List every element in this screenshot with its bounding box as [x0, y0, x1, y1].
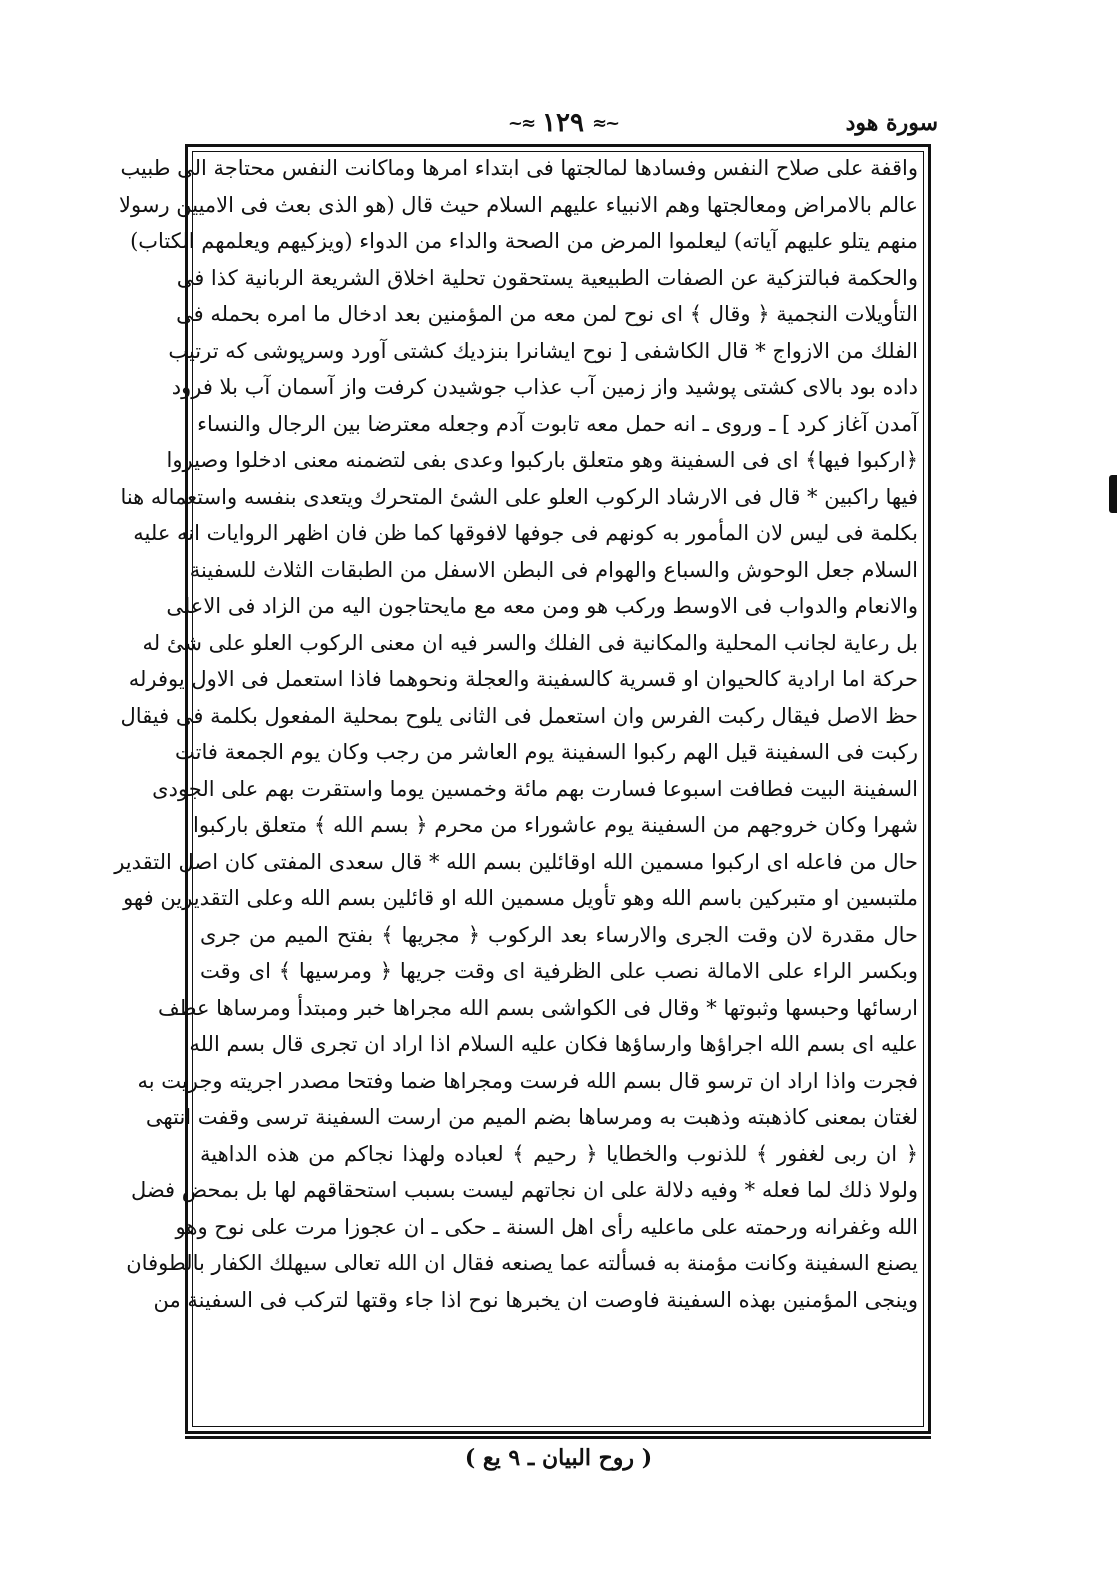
text-line: ﴿ ان ربى لغفور ﴾ للذنوب والخطايا ﴿ رحيم ﴾ لعباده ولهذا نجاكم من هذه الداهية [200, 1141, 918, 1166]
footer-signature: ( روح البيان ـ ٩ يع ) [464, 1445, 653, 1471]
ornament-right-icon: ≈~ [591, 112, 619, 134]
text-line: حال من فاعله اى اركبوا مسمين الله اوقائلين بسم الله * قال سعدى المفتى كان اصل التقدير [114, 849, 918, 874]
page-header [188, 108, 938, 142]
text-line: ركبت فى السفينة قيل الهم ركبوا السفينة يوم العاشر من رجب وكان يوم الجمعة فاتت [175, 740, 918, 764]
text-line: آمدن آغاز كرد ] ـ وروى ـ انه حمل معه تابوت آدم وجعله معترضا بين الرجال والنساء [197, 411, 918, 436]
text-line: السفينة البيت فطافت اسبوعا فسارت بهم مائة وخمسين يوما واستقرت بهم على الجودى [152, 776, 918, 801]
page-number-group [508, 108, 618, 138]
text-line: والحكمة فبالتزكية عن الصفات الطبيعية يستحقون تحلية اخلاق الشريعة الربانية كذا فى [176, 265, 918, 290]
text-line: بل رعاية لجانب المحلية والمكانية فى الفلك والسر فيه ان معنى الركوب العلو على شئ له [142, 630, 918, 655]
text-line: فجرت واذا اراد ان ترسو قال بسم الله فرست ومجراها ضما وفتحا مصدر اجريته وجريت به [137, 1068, 918, 1093]
text-line: الله وغفرانه ورحمته على ماعليه رأى اهل السنة ـ حكى ـ ان عجوزا مرت على نوح وهو [175, 1214, 918, 1239]
body-text [114, 150, 918, 1430]
text-line: عليه اى بسم الله اجراؤها وارساؤها فكان عليه السلام اذا اراد ان تجرى قال بسم الله [189, 1032, 918, 1056]
text-line: فيها راكبين * قال فى الارشاد الركوب العلو على الشئ المتحرك ويتعدى بنفسه واستعماله هنا [120, 484, 918, 509]
surah-title: سورة هود [845, 110, 938, 136]
text-line: يصنع السفينة وكانت مؤمنة به فسألته عما يصنعه فقال ان الله تعالى سيهلك الكفار بالطوفان [126, 1251, 918, 1275]
text-line: ﴿اركبوا فيها﴾ اى فى السفينة وهو متعلق باركبوا وعدى بفى لتضمنه معنى ادخلوا وصيروا [166, 448, 918, 472]
text-line: حركة اما ارادية كالحيوان او قسرية كالسفينة والعجلة ونحوهما فاذا استعمل فى الاول يوفرله [128, 667, 918, 691]
text-line: عالم بالامراض ومعالجتها وهم الانبياء عليهم السلام حيث قال (هو الذى بعث فى الاميين رسولا [119, 192, 918, 217]
text-line: التأويلات النجمية ﴿ وقال ﴾ اى نوح لمن معه من المؤمنين بعد ادخال ما امره بحمله فى [176, 302, 918, 326]
text-line: واقفة على صلاح النفس وفسادها لمالجتها فى ابتداء امرها وماكانت النفس محتاجة الى طبيب [120, 156, 918, 180]
text-line: والانعام والدواب فى الاوسط وركب هو ومن معه مع مايحتاجون اليه من الزاد فى الاعلى [166, 594, 918, 618]
text-line: لغتان بمعنى كاذهبته وذهبت به ومرساها بضم الميم من ارست السفينة ترسى وقفت انتهى [145, 1105, 918, 1129]
text-line: وينجى المؤمنين بهذه السفينة فاوصت ان يخبرها نوح اذا جاء وقتها لتركب فى السفينة من [153, 1287, 918, 1312]
text-line: السلام جعل الوحوش والسباع والهوام فى البطن الاسفل من الطبقات الثلاث للسفينة [189, 557, 918, 582]
text-line: ارسائها وحبسها وثبوتها * وقال فى الكواشى بسم الله مجراها خبر ومبتدأ ومرساها عطف [158, 995, 918, 1020]
text-line: حظ الاصل فيقال ركبت الفرس وان استعمل فى الثانى يلوح بمحلية المفعول بكلمة فى فيقال [120, 703, 918, 728]
text-line: ملتبسين او متبركين باسم الله وهو تأويل مسمين الله او قائلين بسم الله وعلى التقديرين فهو [123, 886, 918, 910]
text-line: ولولا ذلك لما فعله * وفيه دلالة على ان نجاتهم ليست بسبب استحقاقهم لها بل بمحض فضل [130, 1178, 918, 1202]
text-line: حال مقدرة لان وقت الجرى والارساء بعد الركوب ﴿ مجريها ﴾ بفتح الميم من جرى [200, 922, 918, 947]
text-line: وبكسر الراء على الامالة نصب على الظرفية اى وقت جريها ﴿ ومرسيها ﴾ اى وقت [200, 959, 918, 983]
text-line: بكلمة فى ليس لان المأمور به كونهم فى جوفها لافوقها كما ظن فان اظهر الروايات انه عليه [133, 521, 918, 545]
text-line: داده بود بالاى كشتى پوشيد واز زمين آب عذاب جوشيدن كرفت واز آسمان آب بلا فرود [171, 375, 918, 399]
text-line: شهرا وكان خروجهم من السفينة يوم عاشوراء من محرم ﴿ بسم الله ﴾ متعلق باركبوا [193, 813, 918, 837]
ornament-left-icon: ~≈ [507, 112, 535, 134]
bottom-rule [185, 1436, 931, 1439]
thumb-index-mark [1109, 475, 1117, 513]
text-line: منهم يتلو عليهم آياته) ليعلموا المرض من الصحة والداء من الدواء (ويزكيهم ويعلمهم الكتاب) [130, 229, 918, 253]
text-line: الفلك من الازواج * قال الكاشفى [ نوح ايشانرا بنزديك كشتى آورد وسرپوشى كه ترتيب [168, 338, 918, 363]
page-number: ١٢٩ [542, 108, 584, 138]
